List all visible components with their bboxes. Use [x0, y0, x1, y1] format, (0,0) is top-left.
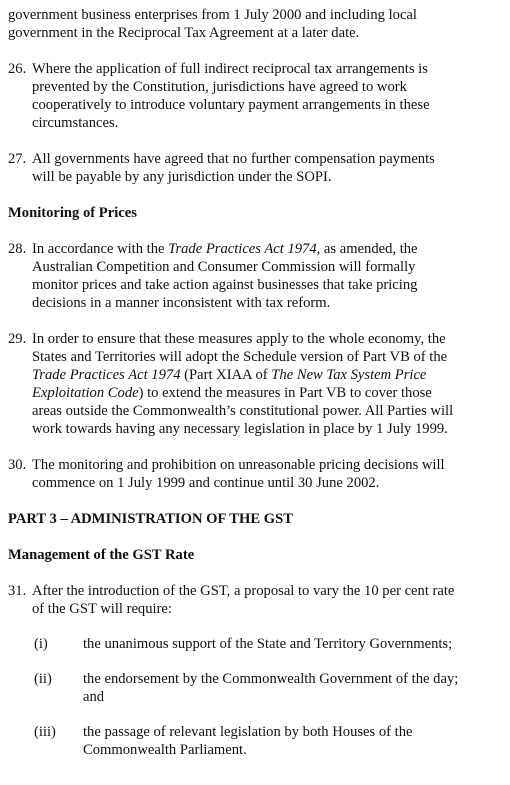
part-heading: PART 3 – ADMINISTRATION OF THE GST — [8, 511, 293, 527]
subparagraph-number: (iii) — [34, 724, 56, 740]
continuation-paragraph — [8, 6, 502, 42]
text-line: areas outside the Commonwealth’s constitutional power. All Parties will — [32, 403, 454, 419]
text-line: of the GST will require: — [32, 601, 172, 617]
text-line: States and Territories will adopt the Schedule version of Part VB of the — [32, 349, 448, 365]
subparagraph-ii — [8, 670, 502, 706]
paragraph-28 — [8, 240, 502, 312]
subparagraph-number: (i) — [34, 636, 48, 652]
text-line: circumstances. — [32, 115, 119, 131]
text-line: the passage of relevant legislation by both Houses of the — [83, 724, 413, 740]
text-line: decisions in a manner inconsistent with tax reform. — [32, 295, 331, 311]
text-line: Where the application of full indirect reciprocal tax arrangements is — [32, 61, 428, 77]
text-line: work towards having any necessary legislation in place by 1 July 1999. — [32, 421, 448, 437]
paragraph-number: 29. — [8, 331, 27, 347]
text-line: Australian Competition and Consumer Commission will formally — [32, 259, 416, 275]
text-line: government in the Reciprocal Tax Agreement at a later date. — [8, 25, 360, 41]
paragraph-27 — [8, 150, 502, 186]
paragraph-number: 26. — [8, 61, 27, 77]
text-line: The monitoring and prohibition on unreasonable pricing decisions will — [32, 457, 445, 473]
text-line: prevented by the Constitution, jurisdictions have agreed to work — [32, 79, 407, 95]
subparagraph-i — [8, 635, 502, 653]
paragraph-number: 30. — [8, 457, 27, 473]
paragraph-31 — [8, 582, 502, 618]
text-line: government business enterprises from 1 July 2000 and including local — [8, 7, 417, 23]
text-line: the endorsement by the Commonwealth Government of the day; — [83, 671, 459, 687]
text-line: Trade Practices Act 1974 (Part XIAA of The New Tax System Price — [32, 367, 427, 383]
text-line: In accordance with the Trade Practices Act 1974, as amended, the — [32, 241, 418, 257]
paragraph-number: 27. — [8, 151, 27, 167]
paragraph-29 — [8, 330, 502, 438]
text-line: Commonwealth Parliament. — [83, 742, 247, 758]
text-line: commence on 1 July 1999 and continue until 30 June 2002. — [32, 475, 380, 491]
text-line: cooperatively to introduce voluntary payment arrangements in these — [32, 97, 430, 113]
section-heading-rate: Management of the GST Rate — [8, 547, 195, 563]
text-line: will be payable by any jurisdiction under the SOPI. — [32, 169, 332, 185]
subparagraph-number: (ii) — [34, 671, 52, 687]
paragraph-number: 31. — [8, 583, 27, 599]
document-page — [8, 0, 502, 759]
paragraph-30 — [8, 456, 502, 492]
text-line: In order to ensure that these measures apply to the whole economy, the — [32, 331, 446, 347]
text-line: All governments have agreed that no further compensation payments — [32, 151, 435, 167]
text-line: monitor prices and take action against businesses that take pricing — [32, 277, 418, 293]
paragraph-number: 28. — [8, 241, 27, 257]
text-line: the unanimous support of the State and Territory Governments; — [83, 636, 453, 652]
paragraph-26 — [8, 60, 502, 132]
text-line: and — [83, 689, 105, 705]
text-line: After the introduction of the GST, a proposal to vary the 10 per cent rate — [32, 583, 455, 599]
subparagraph-iii — [8, 723, 502, 759]
section-heading-monitoring: Monitoring of Prices — [8, 205, 137, 221]
text-line: Exploitation Code) to extend the measures in Part VB to cover those — [32, 385, 432, 401]
